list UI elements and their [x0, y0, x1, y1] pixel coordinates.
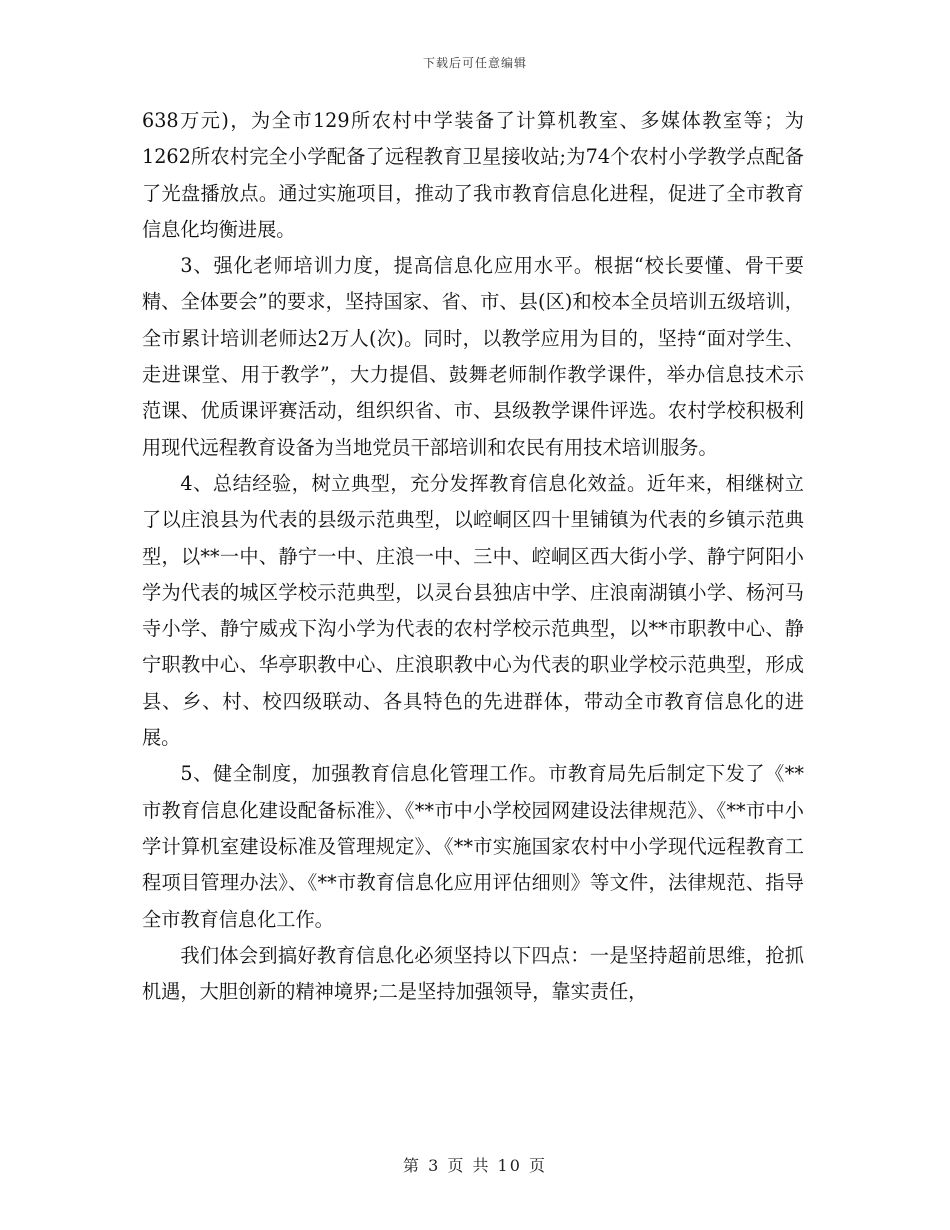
page-number: 第 3 页 共 10 页 [403, 1156, 547, 1175]
paragraph-typical-examples: 4、总结经验，树立典型，充分发挥教育信息化效益。近年来，相继树立了以庄浪县为代表的县级示范典型，以崆峒区四十里铺镇为代表的乡镇示范典型，以**一中、静宁一中、庄浪一中、三中、崆峒区西大街小学、静宁阿阳小学为代表的城区学校示范典型，以灵台县独店中学、庄浪南湖镇小学、杨河马寺小学、静宁威戎下沟小学为代表的农村学校示范典型，以**市职教中心、静宁职教中心、华亭职教中心、庄浪职教中心为代表的职业学校示范典型，形成县、乡、村、校四级联动、各具特色的先进群体，带动全市教育信息化的进展。 [142, 471, 804, 750]
paragraph-experience-summary: 我们体会到搞好教育信息化必须坚持以下四点：一是坚持超前思维，抢抓机遇，大胆创新的精神境界;二是坚持加强领导，靠实责任， [142, 943, 804, 1004]
page-header-note: 下载后可任意编辑 [422, 56, 527, 70]
paragraph-teacher-training: 3、强化老师培训力度，提高信息化应用水平。根据“校长要懂、骨干要精、全体要会”的要求，坚持国家、省、市、县(区)和校本全员培训五级培训，全市累计培训老师达2万人(次)。同时，以教学应用为目的，坚持“面对学生、走进课堂、用于教学”，大力提倡、鼓舞老师制作教学课件，举办信息技术示范课、优质课评赛活动，组织织省、市、县级教学课件评选。农村学校积极利用现代远程教育设备为当地党员干部培训和农民有用技术培训服务。 [142, 254, 804, 459]
document-body [142, 103, 804, 1010]
paragraph-management-system: 5、健全制度，加强教育信息化管理工作。市教育局先后制定下发了《**市教育信息化建设配备标准》、《**市中小学校园网建设法律规范》、《**市中小学计算机室建设标准及管理规定》、《**市实施国家农村中小学现代远程教育工程项目管理办法》、《**市教育信息化应用评估细则》等文件，法律规范、指导全市教育信息化工作。 [142, 762, 804, 931]
paragraph-continuation: 638万元)，为全市129所农村中学装备了计算机教室、多媒体教室等；为1262所农村完全小学配备了远程教育卫星接收站;为74个农村小学教学点配备了光盘播放点。通过实施项目，推动了我市教育信息化进程，促进了全市教育信息化均衡进展。 [142, 109, 804, 241]
